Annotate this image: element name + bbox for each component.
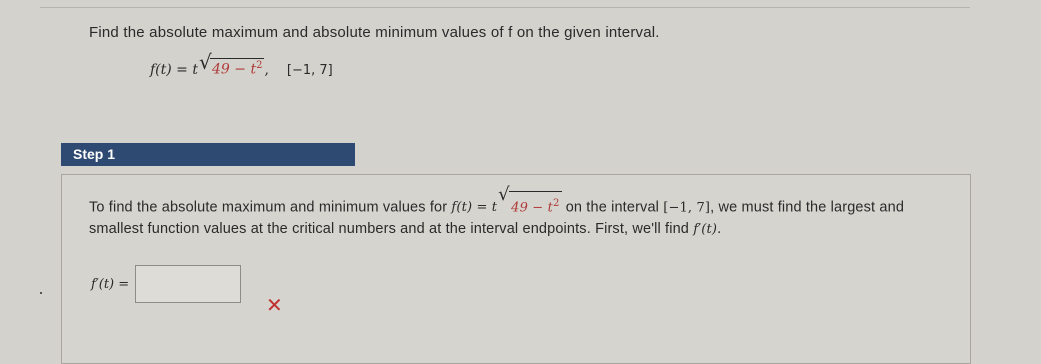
step-header: Step 1: [61, 143, 355, 166]
top-divider: [40, 7, 970, 8]
explanation-text-1: To find the absolute maximum and minimum values for: [89, 199, 452, 216]
function-lhs: f(t) = t: [150, 61, 198, 78]
derivative-label: f′(t) =: [91, 276, 130, 292]
bullet-dot: [40, 292, 42, 294]
inline-function-lhs: f(t) = t: [451, 200, 498, 216]
inline-radical-icon: √: [498, 184, 510, 205]
inline-radicand-exponent: 2: [553, 198, 560, 209]
problem-prompt: Find the absolute maximum and absolute minimum values of f on the given interval.: [89, 24, 660, 41]
inline-function: [451, 184, 561, 216]
radicand: [210, 58, 264, 78]
explanation-text-2: on the interval: [561, 199, 664, 216]
given-function: [150, 50, 333, 78]
comma: ,: [264, 61, 269, 78]
derivative-answer-input[interactable]: [135, 265, 241, 303]
step-explanation: [89, 184, 949, 240]
inline-square-root: [498, 184, 561, 219]
square-root: [199, 50, 264, 78]
radical-icon: √: [199, 50, 212, 74]
radicand-base: 49 − t: [212, 61, 257, 78]
given-interval: [−1, 7]: [286, 62, 333, 78]
derivative-answer-row: [91, 265, 241, 303]
inline-radicand: [509, 191, 561, 219]
step-body: [61, 174, 971, 364]
radicand-exponent: 2: [256, 60, 263, 71]
explanation-text-3: , we must find the largest and smallest function values at the critical numbers and at the interval endpoints. First, we'll find: [89, 199, 905, 237]
incorrect-icon: ✕: [266, 295, 283, 317]
inline-interval: [−1, 7]: [663, 200, 711, 216]
inline-radicand-base: 49 − t: [511, 200, 553, 216]
inline-fprime: f′(t).: [693, 221, 722, 237]
